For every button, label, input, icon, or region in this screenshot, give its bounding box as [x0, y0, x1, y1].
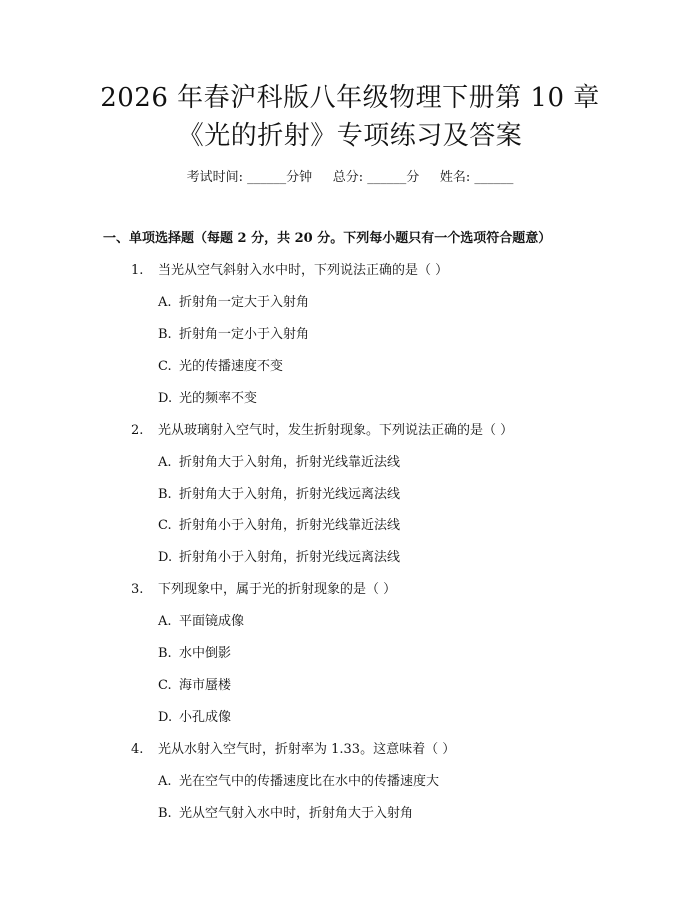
- question-number: 1.: [131, 263, 144, 278]
- option-text: 平面镜成像: [179, 614, 245, 629]
- option-text: 光在空气中的传播速度比在水中的传播速度大: [179, 774, 440, 789]
- option-label: A.: [158, 455, 172, 470]
- option-text: 水中倒影: [179, 646, 232, 661]
- question-text: 当光从空气斜射入水中时，下列说法正确的是（ ）: [158, 263, 449, 278]
- question-number: 4.: [131, 742, 144, 757]
- document-title-line-2: 《光的折射》专项练习及答案: [177, 121, 523, 151]
- option-label: C.: [158, 678, 172, 693]
- option-label: D.: [158, 550, 173, 565]
- option-text: 海市蜃楼: [179, 678, 232, 693]
- option-label: A.: [158, 774, 172, 789]
- option-text: 光的传播速度不变: [179, 359, 284, 374]
- option-text: 折射角小于入射角，折射光线靠近法线: [179, 518, 401, 533]
- option-text: 小孔成像: [179, 710, 232, 725]
- option-label: B.: [158, 327, 172, 342]
- question-text: 光从玻璃射入空气时，发生折射现象。下列说法正确的是（ ）: [158, 423, 514, 438]
- question-text: 光从水射入空气时，折射率为 1.33。这意味着（ ）: [158, 742, 456, 757]
- option-text: 折射角一定大于入射角: [179, 295, 310, 310]
- option-label: D.: [158, 391, 173, 406]
- option-label: C.: [158, 518, 172, 533]
- option-label: B.: [158, 487, 172, 502]
- question-text: 下列现象中，属于光的折射现象的是（ ）: [158, 582, 397, 597]
- option-text: 光从空气射入水中时，折射角大于入射角: [179, 806, 414, 821]
- exam-info-line: 考试时间: ______分钟 总分: ______分 姓名: ______: [186, 170, 514, 185]
- section-heading: 一、单项选择题（每题 2 分，共 20 分。下列每小题只有一个选项符合题意）: [103, 231, 552, 246]
- option-label: C.: [158, 359, 172, 374]
- option-label: D.: [158, 710, 173, 725]
- option-text: 折射角小于入射角，折射光线远离法线: [179, 550, 401, 565]
- option-label: B.: [158, 646, 172, 661]
- option-text: 折射角大于入射角，折射光线靠近法线: [179, 455, 401, 470]
- option-text: 光的频率不变: [179, 391, 258, 406]
- question-number: 3.: [131, 582, 144, 597]
- question-number: 2.: [131, 423, 144, 438]
- option-text: 折射角一定小于入射角: [179, 327, 310, 342]
- option-text: 折射角大于入射角，折射光线远离法线: [179, 487, 401, 502]
- document-title-line-1: 2026 年春沪科版八年级物理下册第 10 章: [100, 83, 600, 113]
- option-label: A.: [158, 614, 172, 629]
- option-label: B.: [158, 806, 172, 821]
- option-label: A.: [158, 295, 172, 310]
